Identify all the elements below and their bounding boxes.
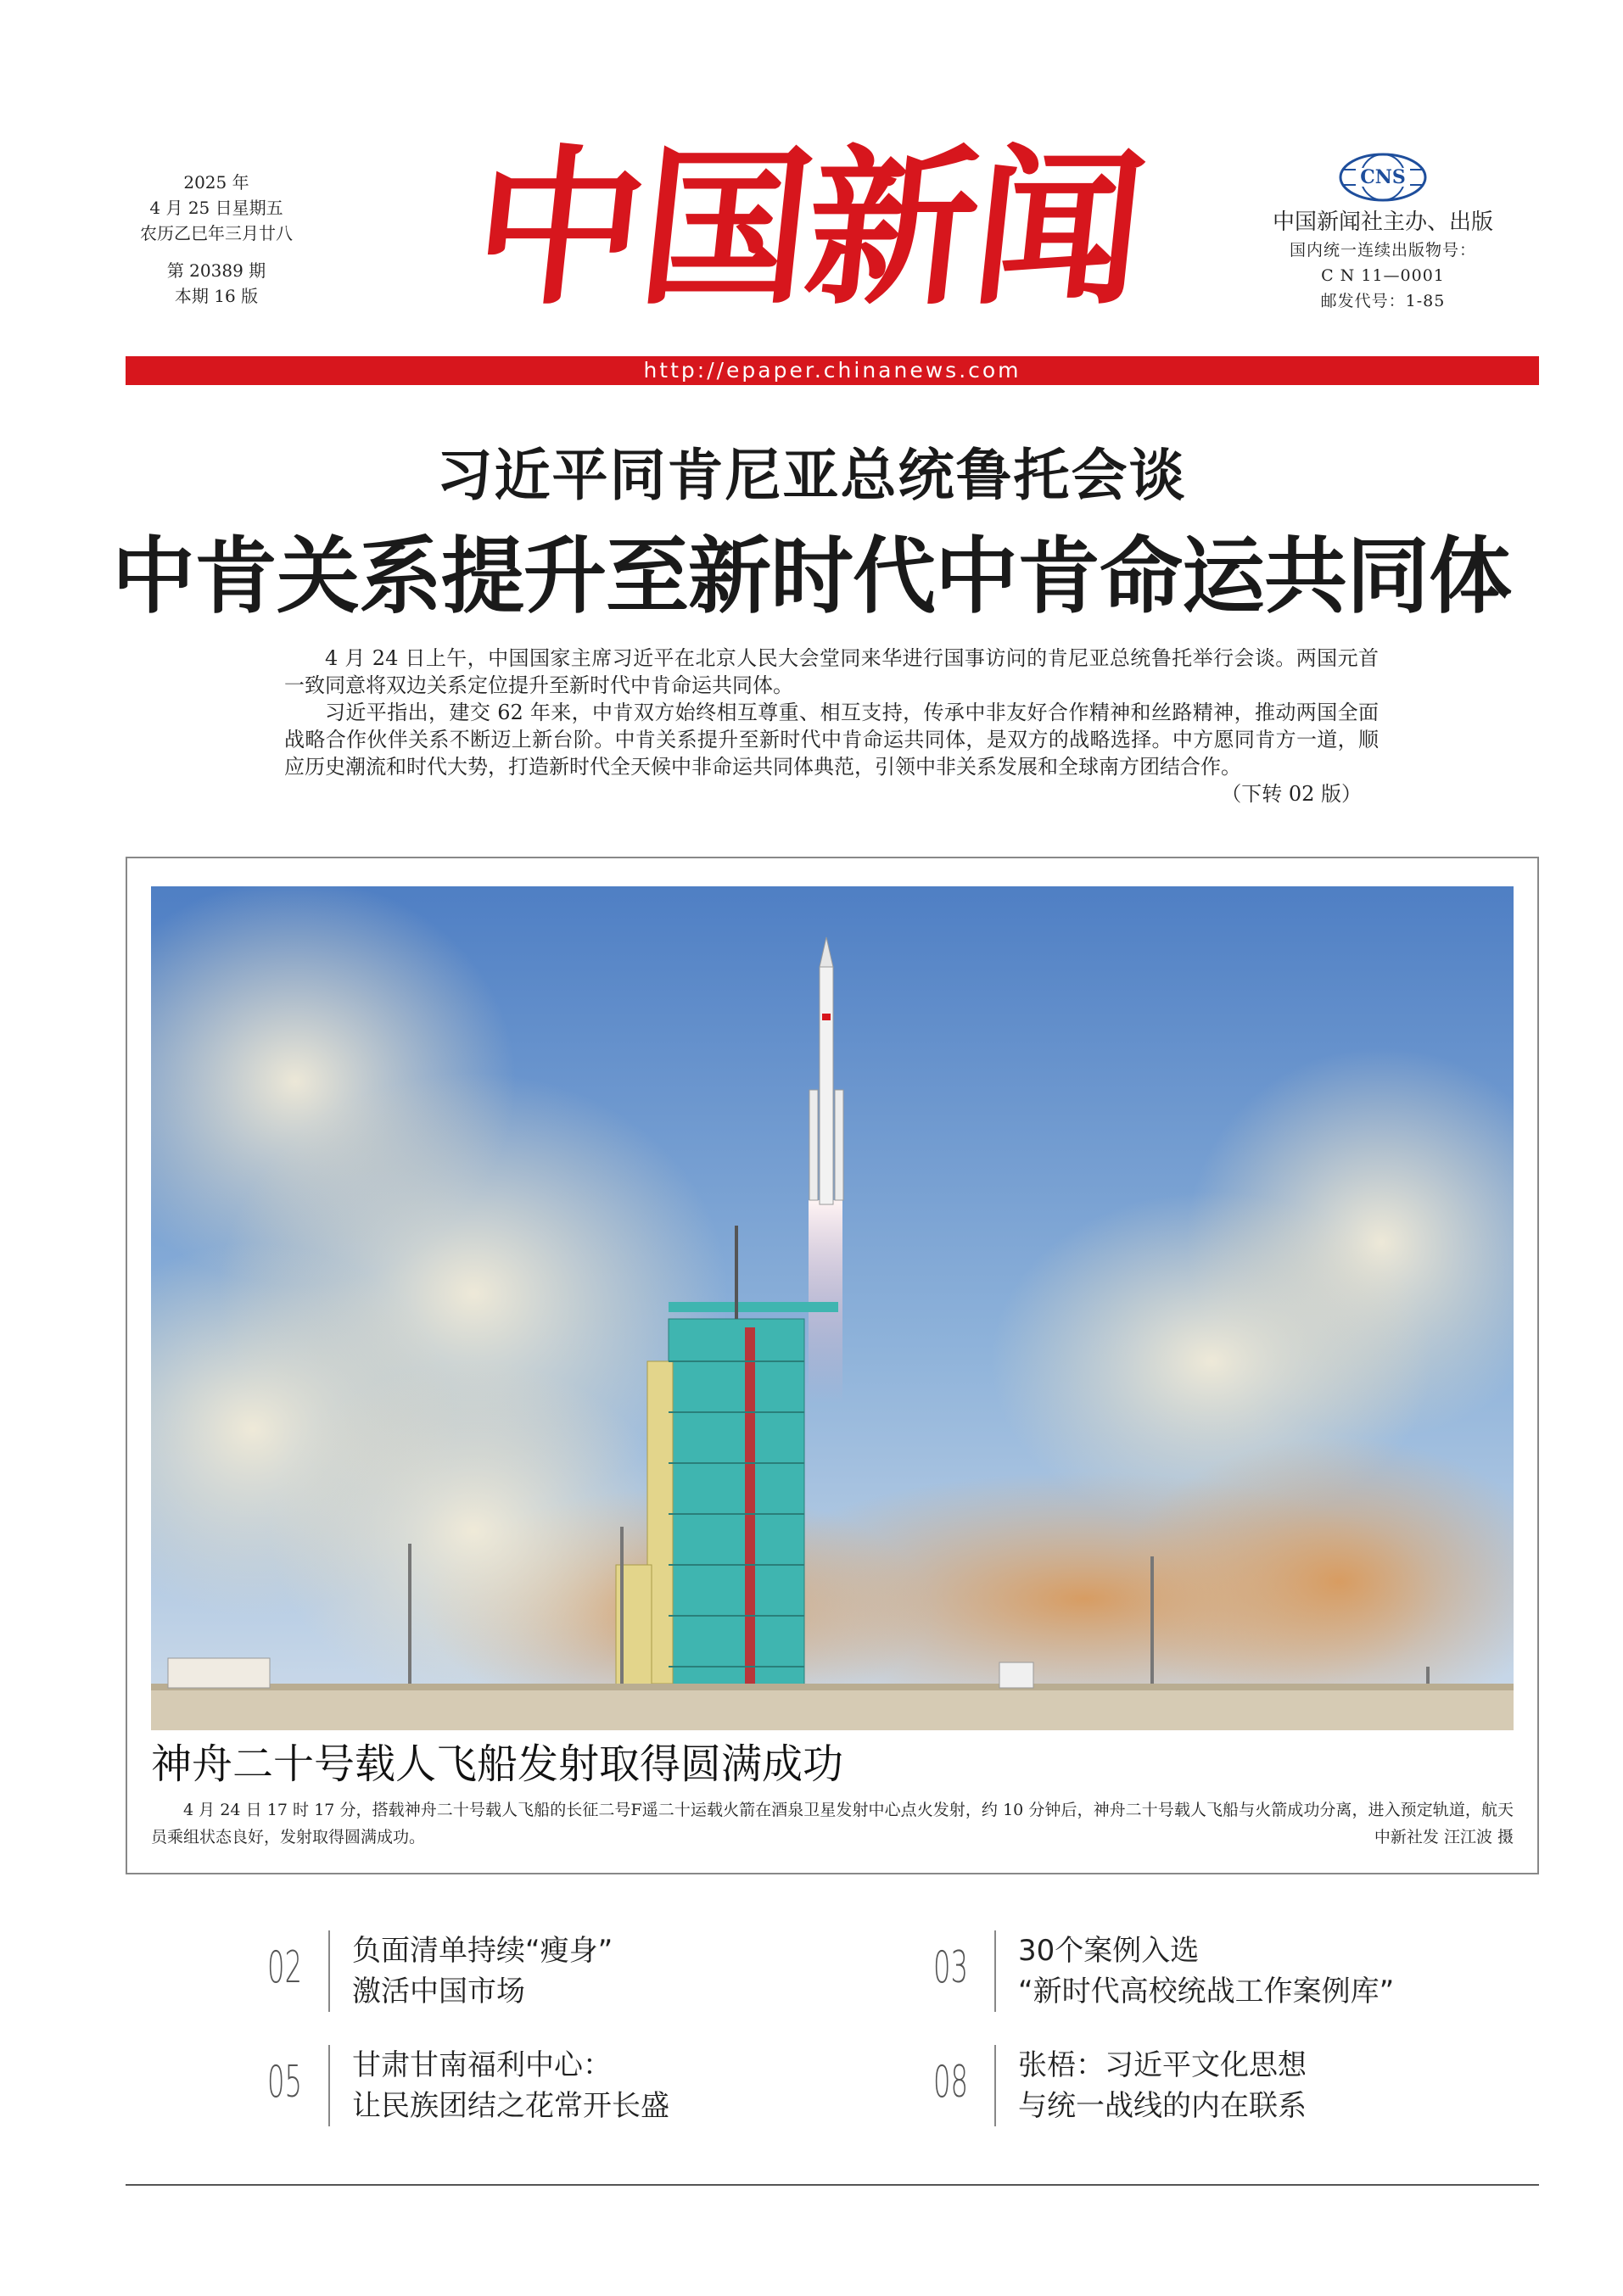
rocket-launch-illustration xyxy=(151,886,1514,1730)
masthead-logo xyxy=(464,127,1151,331)
index-divider xyxy=(328,1930,330,2012)
index-title xyxy=(352,2045,669,2126)
article-paragraph: 习近平指出，建交 62 年来，中肯双方始终相互尊重、相互支持，传承中非友好合作精神和丝路精神，推动两国全面战略合作伙伴关系不断迈上新台阶。中肯关系提升至新时代中肯命运共同体，是双方的战略选择。中方愿同肯方一道，顺应历史潮流和时代大势，打造新时代全天候中非命运共同体典范，引领中非关系发展和全球南方团结合作。 xyxy=(284,701,1379,779)
continued-note[interactable]: （下转 02 版） xyxy=(1221,782,1362,806)
index-title xyxy=(352,1930,613,2012)
index-entry[interactable] xyxy=(267,1925,861,2019)
index-title xyxy=(1018,2045,1307,2126)
issue-number: 第 20389 期 xyxy=(166,260,266,281)
photo-credit: 中新社发 汪江波 摄 xyxy=(1374,1828,1514,1846)
cns-globe-icon xyxy=(1339,153,1427,202)
index-title-line: 与统一战线的内在联系 xyxy=(1018,2089,1307,2123)
index-entry[interactable] xyxy=(933,1925,1527,2019)
index-divider xyxy=(328,2045,330,2126)
index-title-line: 让民族团结之花常开长盛 xyxy=(352,2089,669,2123)
index-title-line: 甘肃甘南福利中心： xyxy=(352,2048,612,2082)
article-paragraph: 4 月 24 日上午，中国国家主席习近平在北京人民大会堂同来华进行国事访问的肯尼亚总统鲁托举行会谈。两国元首一致同意将双边关系定位提升至新时代中肯命运共同体。 xyxy=(284,646,1379,697)
lead-article xyxy=(284,645,1379,807)
index-entry[interactable] xyxy=(267,2040,861,2133)
postal-code: 邮发代号：1-85 xyxy=(1320,292,1446,310)
photo-title: 神舟二十号载人飞船发射取得圆满成功 xyxy=(151,1740,844,1788)
masthead-logo-text: 中国新闻 xyxy=(464,129,1151,328)
index-page-number: 02 xyxy=(267,1942,303,1993)
website-link[interactable]: http://epaper.chinanews.com xyxy=(643,358,1021,383)
index-page-number: 03 xyxy=(933,1942,969,1993)
index-divider xyxy=(994,1930,996,2012)
url-banner xyxy=(126,356,1539,385)
index-divider xyxy=(994,2045,996,2126)
index-page-number: 08 xyxy=(933,2057,969,2108)
edition-lunar-date: 农历乙巳年三月廿八 xyxy=(140,223,293,243)
index-title xyxy=(1018,1930,1394,2012)
bottom-divider xyxy=(126,2184,1539,2186)
index-title-line: 张梧：习近平文化思想 xyxy=(1018,2048,1307,2082)
cns-badge-text: CNS xyxy=(1360,166,1406,188)
index-title-line: 激活中国市场 xyxy=(352,1975,525,2008)
index-title-line: 30个案例入选 xyxy=(1018,1934,1200,1968)
publisher-name: 中国新闻社主办、出版 xyxy=(1272,209,1493,235)
serial-number: C N 11—0001 xyxy=(1321,266,1445,285)
page-count: 本期 16 版 xyxy=(174,286,259,306)
index-title-line: 负面清单持续“瘦身” xyxy=(352,1934,613,1968)
main-headline: 中肯关系提升至新时代中肯命运共同体 xyxy=(111,528,1511,625)
serial-label: 国内统一连续出版物号： xyxy=(1289,241,1476,260)
index-page-number: 05 xyxy=(267,2057,303,2108)
edition-date: 4 月 25 日星期五 xyxy=(149,198,283,218)
edition-info xyxy=(119,170,314,309)
index-entry[interactable] xyxy=(933,2040,1527,2133)
index-title-line: “新时代高校统战工作案例库” xyxy=(1018,1975,1395,2008)
rocket-launch-photo xyxy=(151,886,1514,1730)
sub-headline: 习近平同肯尼亚总统鲁托会谈 xyxy=(436,442,1187,508)
photo-caption-text: 4 月 24 日 17 时 17 分，搭载神舟二十号载人飞船的长征二号F遥二十运载火箭在酒泉卫星发射中心点火发射，约 10 分钟后，神舟二十号载人飞船与火箭成功分离，进入预定轨道，航天员乘组状态良好，发射取得圆满成功。 xyxy=(151,1801,1514,1846)
edition-year: 2025 年 xyxy=(183,172,249,193)
publisher-info xyxy=(1256,153,1510,314)
